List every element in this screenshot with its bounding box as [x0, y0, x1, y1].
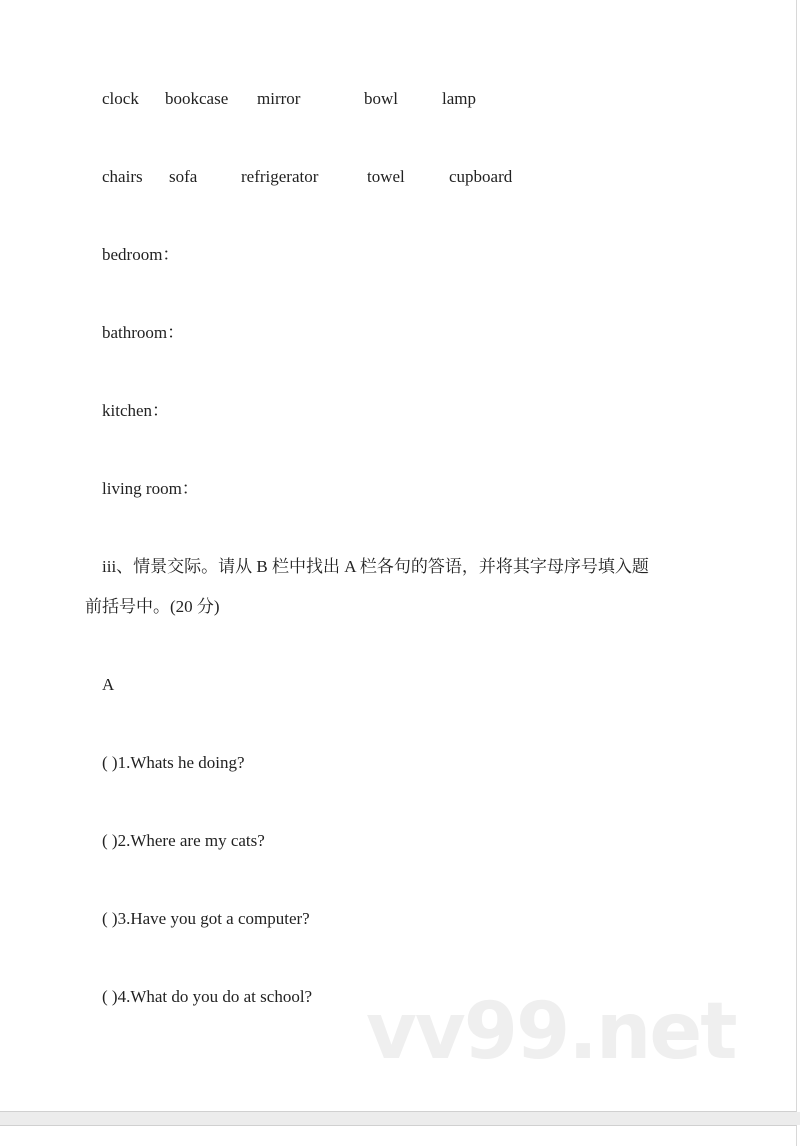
word-mirror: mirror: [257, 89, 301, 108]
watermark: vv99.net: [366, 987, 736, 1077]
question-3: ( )3.Have you got a computer?: [102, 909, 310, 928]
question-1: ( )1.Whats he doing?: [102, 753, 245, 772]
word-clock: clock: [102, 89, 139, 108]
word-refrigerator: refrigerator: [241, 167, 319, 186]
category-kitchen: kitchen：: [102, 401, 170, 420]
category-bathroom: bathroom：: [102, 323, 185, 342]
page-gap: [0, 1112, 800, 1125]
word-chairs: chairs: [102, 167, 143, 186]
next-page: [0, 1125, 797, 1146]
word-bookcase: bookcase: [165, 89, 229, 108]
question-4: ( )4.What do you do at school?: [102, 987, 313, 1006]
section-instruction-line2: 前括号中。(20 分): [85, 597, 220, 616]
column-a-label: A: [102, 675, 115, 694]
word-cupboard: cupboard: [449, 167, 513, 186]
question-2: ( )2.Where are my cats?: [102, 831, 265, 850]
word-bowl: bowl: [364, 89, 398, 108]
category-living-room: living room：: [102, 479, 199, 498]
section-instruction-line1: iii、情景交际。请从 B 栏中找出 A 栏各句的答语，并将其字母序号填入题: [102, 557, 649, 576]
word-sofa: sofa: [169, 167, 198, 186]
word-towel: towel: [367, 167, 405, 186]
category-bedroom: bedroom：: [102, 245, 180, 264]
word-lamp: lamp: [442, 89, 476, 108]
